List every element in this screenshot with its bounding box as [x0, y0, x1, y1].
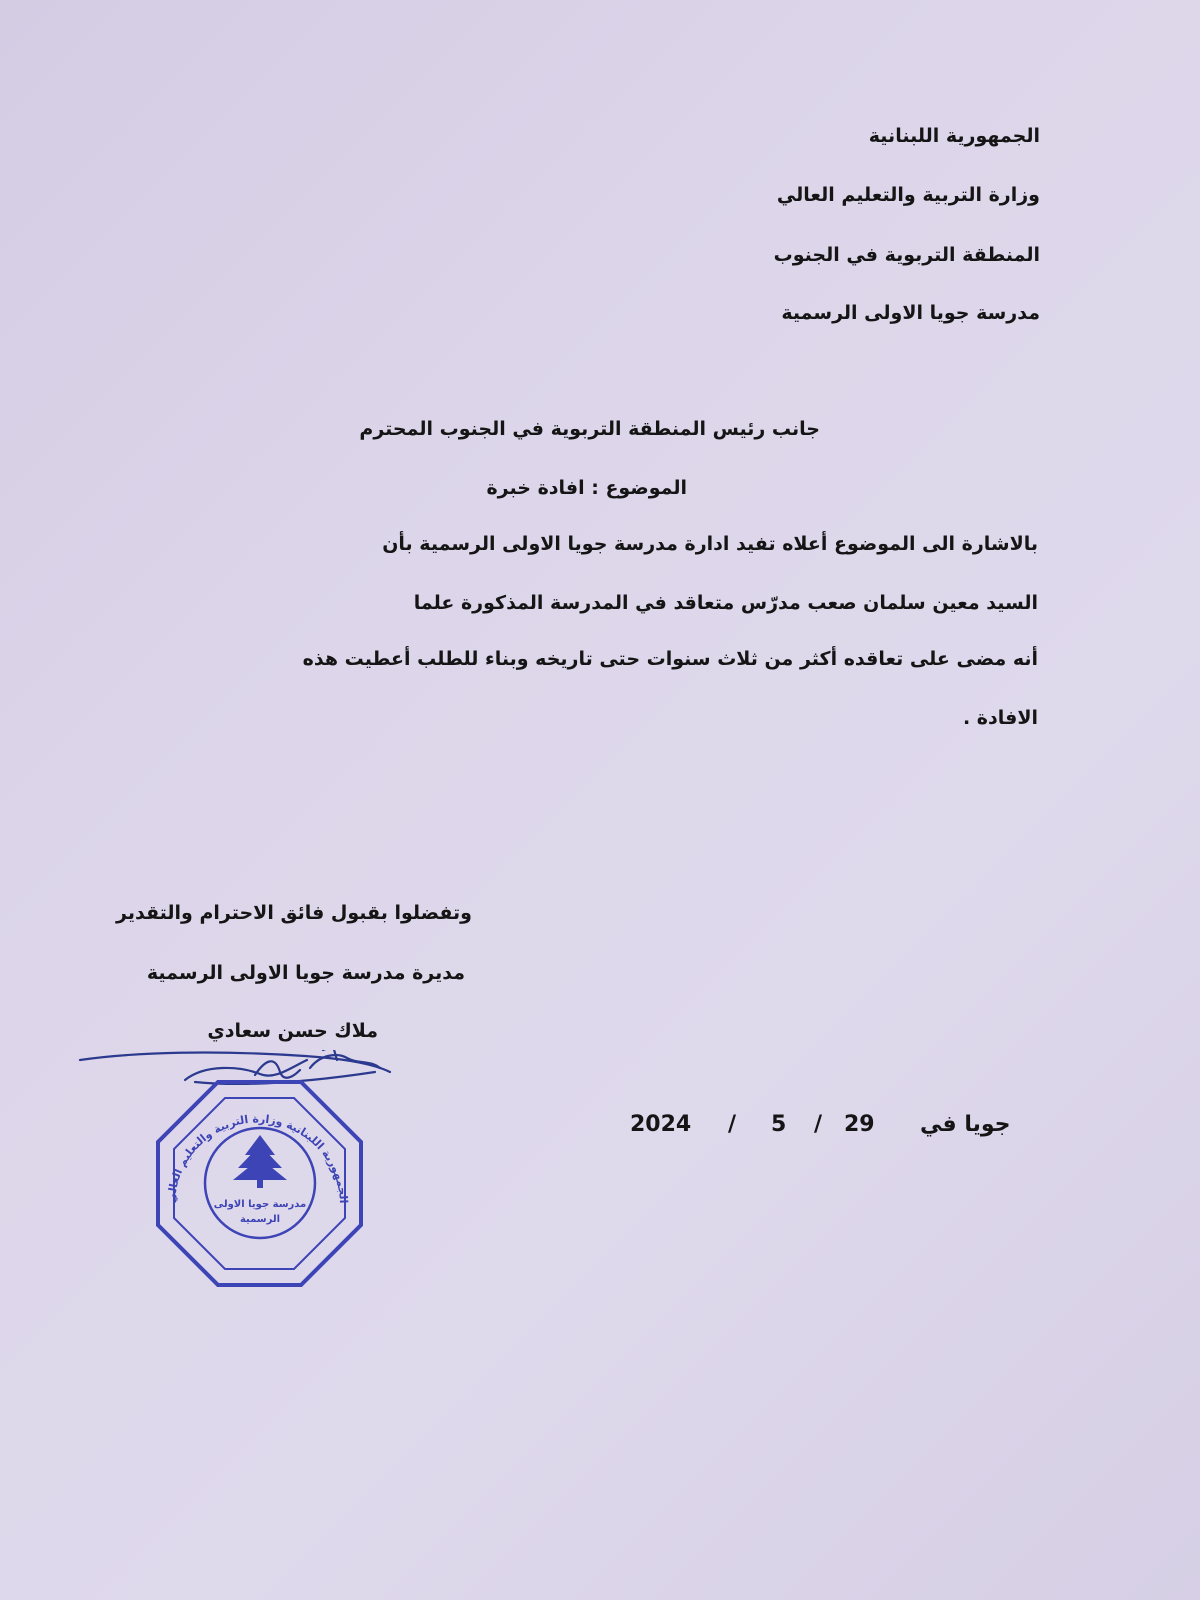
stamp-inner-line-1: مدرسة جويا الاولى — [213, 1199, 307, 1210]
body-line-1: بالاشارة الى الموضوع أعلاه تفيد ادارة مدرسة جويا الاولى الرسمية بأن — [382, 533, 1038, 555]
school-stamp — [75, 1050, 405, 1340]
stamp-inner-line-2: الرسمية — [239, 1214, 281, 1225]
closing-regards: وتفضلوا بقبول فائق الاحترام والتقدير — [116, 902, 472, 924]
closing-title: مديرة مدرسة جويا الاولى الرسمية — [146, 962, 465, 984]
body-line-4: الافادة . — [962, 707, 1038, 729]
recipient-line: جانب رئيس المنطقة التربوية في الجنوب المحترم — [359, 418, 820, 440]
letterhead-country: الجمهورية اللبنانية — [868, 125, 1040, 147]
date-year: 2024 — [630, 1112, 692, 1137]
stamp-outer-text: الجمهورية اللبنانية وزارة التربية والتعليم العالي — [164, 1112, 351, 1204]
body-line-2: السيد معين سلمان صعب مدرّس متعاقد في المدرسة المذكورة علما — [413, 592, 1038, 614]
date-day: 29 — [844, 1112, 875, 1137]
letterhead-school: مدرسة جويا الاولى الرسمية — [781, 302, 1040, 324]
cedar-icon — [233, 1135, 287, 1188]
letterhead-ministry: وزارة التربية والتعليم العالي — [776, 184, 1040, 206]
signature — [80, 1050, 390, 1084]
date-separator: / — [814, 1112, 823, 1137]
body-line-3: أنه مضى على تعاقده أكثر من ثلاث سنوات حتى تاريخه وبناء للطلب أعطيت هذه — [302, 648, 1038, 670]
signatory-name: ملاك حسن سعادي — [207, 1020, 378, 1042]
subject-line: الموضوع : افادة خبرة — [486, 477, 687, 499]
date-month: 5 — [771, 1112, 787, 1137]
date-separator: / — [728, 1112, 737, 1137]
date-place: جويا في — [920, 1112, 1011, 1137]
date-line — [630, 1112, 1030, 1152]
letterhead-region: المنطقة التربوية في الجنوب — [773, 244, 1040, 266]
